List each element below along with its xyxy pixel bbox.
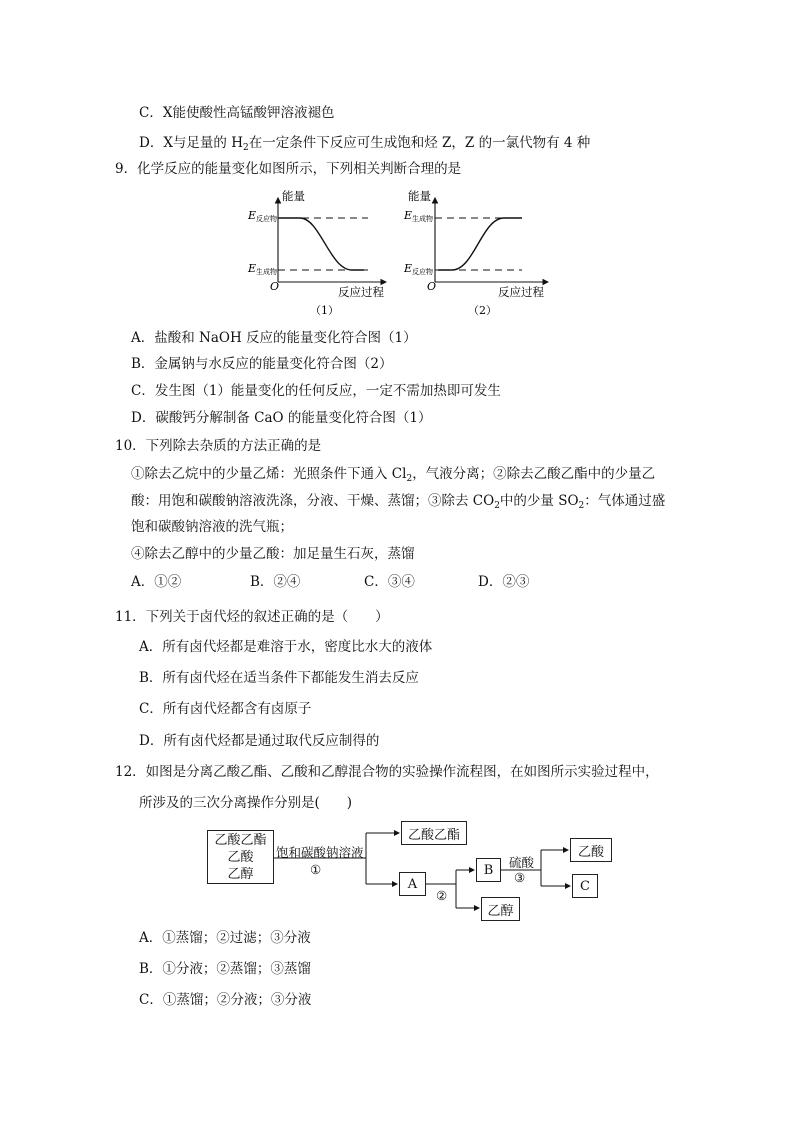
q11-option-d: D．所有卤代烃都是通过取代反应制得的 bbox=[139, 733, 380, 749]
flow-step-2: ② bbox=[436, 888, 448, 903]
q12-option-c: C．①蒸馏；②分液；③分液 bbox=[139, 992, 312, 1008]
flow-step-1: ① bbox=[310, 862, 322, 877]
graph-2-xlabel: 反应过程 bbox=[498, 285, 544, 299]
q10-option-a: A．①② bbox=[131, 574, 182, 590]
flow-node-c: C bbox=[572, 874, 598, 898]
q10-line-3: 饱和碳酸钠溶液的洗气瓶； bbox=[131, 519, 293, 535]
q11-option-a: A．所有卤代烃都是难溶于水，密度比水大的液体 bbox=[139, 639, 433, 655]
flow-start-mixture bbox=[207, 830, 274, 884]
graph-1-caption: （1） bbox=[310, 304, 339, 317]
q10-line-4: ④除去乙醇中的少量乙酸：加足量生石灰，蒸馏 bbox=[131, 546, 415, 562]
q10-stem: 10．下列除去杂质的方法正确的是 bbox=[115, 438, 322, 454]
q9-option-d: D．碳酸钙分解制备 CaO 的能量变化符合图（1） bbox=[131, 410, 432, 426]
graph-1-e-bottom: E生成物 bbox=[248, 262, 278, 276]
q11-stem: 11．下列关于卤代烃的叙述正确的是（ ） bbox=[115, 609, 389, 625]
q12-option-a: A．①蒸馏；②过滤；③分液 bbox=[139, 930, 311, 946]
q9-option-a: A．盐酸和 NaOH 反应的能量变化符合图（1） bbox=[131, 330, 417, 346]
q9-option-c: C．发生图（1）能量变化的任何反应，一定不需加热即可发生 bbox=[131, 383, 501, 399]
q12-stem-line-2: 所涉及的三次分离操作分别是( ) bbox=[139, 795, 353, 811]
flow-reagent-1: 饱和碳酸钠溶液 bbox=[276, 845, 364, 860]
flow-out-ester: 乙酸乙酯 bbox=[401, 821, 467, 845]
q10-option-d: D．②③ bbox=[478, 574, 530, 590]
q10-option-c: C．③④ bbox=[364, 574, 415, 590]
graph-2 bbox=[403, 189, 548, 317]
flow-start-ester: 乙酸乙酯 bbox=[214, 832, 267, 848]
q11-option-b: B．所有卤代烃在适当条件下都能发生消去反应 bbox=[139, 670, 419, 686]
q9-stem: 9．化学反应的能量变化如图所示，下列相关判断合理的是 bbox=[115, 161, 462, 177]
q8-option-d: D．X与足量的 $H_2$在一定条件下反应可生成饱和烃 Z，Z 的一氯代物有 4 种 bbox=[139, 135, 591, 153]
flow-start-ethanol: 乙醇 bbox=[227, 866, 254, 882]
q10-option-b: B．②④ bbox=[250, 574, 301, 590]
graph-1-origin: O bbox=[270, 280, 280, 293]
flow-node-a: A bbox=[399, 872, 426, 896]
graph-1-e-top: E反应物 bbox=[248, 209, 278, 223]
q12-stem-line-1: 12．如图是分离乙酸乙酯、乙酸和乙醇混合物的实验操作流程图，在如图所示实验过程中， bbox=[115, 764, 659, 780]
flow-out-acid: 乙酸 bbox=[570, 838, 612, 862]
flow-start-acid: 乙酸 bbox=[227, 849, 254, 865]
q9-option-b: B．金属钠与水反应的能量变化符合图（2） bbox=[131, 356, 393, 372]
graph-2-caption: （2） bbox=[468, 304, 497, 317]
graph-2-e-top: E生成物 bbox=[404, 209, 434, 223]
q10-line-1: ①除去乙烷中的少量乙烯：光照条件下通入 $Cl_2$，气液分离；②除去乙酸乙酯中的少量乙 bbox=[131, 466, 656, 484]
graph-1-xlabel: 反应过程 bbox=[338, 285, 384, 299]
flow-step-3: ③ bbox=[514, 870, 526, 885]
flow-reagent-2: 硫酸 bbox=[509, 855, 535, 870]
graph-2-e-bottom: E反应物 bbox=[404, 262, 434, 276]
q12-option-b: B．①分液；②蒸馏；③蒸馏 bbox=[139, 961, 311, 977]
graph-2-origin: O bbox=[427, 280, 437, 293]
graph-2-ylabel: 能量 bbox=[408, 189, 431, 203]
graph-1 bbox=[247, 189, 386, 317]
flow-node-b: B bbox=[476, 858, 501, 882]
flow-out-ethanol: 乙醇 bbox=[481, 897, 520, 921]
graph-1-ylabel: 能量 bbox=[282, 189, 305, 203]
q8-option-c: C．X能使酸性高锰酸钾溶液褪色 bbox=[139, 105, 335, 121]
q10-line-2: 酸：用饱和碳酸钠溶液洗涤，分液、干燥、蒸馏；③除去 $CO_2$中的少量 $SO_2$：气体通过盛 bbox=[131, 493, 666, 511]
q11-option-c: C．所有卤代烃都含有卤原子 bbox=[139, 701, 312, 717]
q9-energy-graphs bbox=[230, 186, 570, 320]
